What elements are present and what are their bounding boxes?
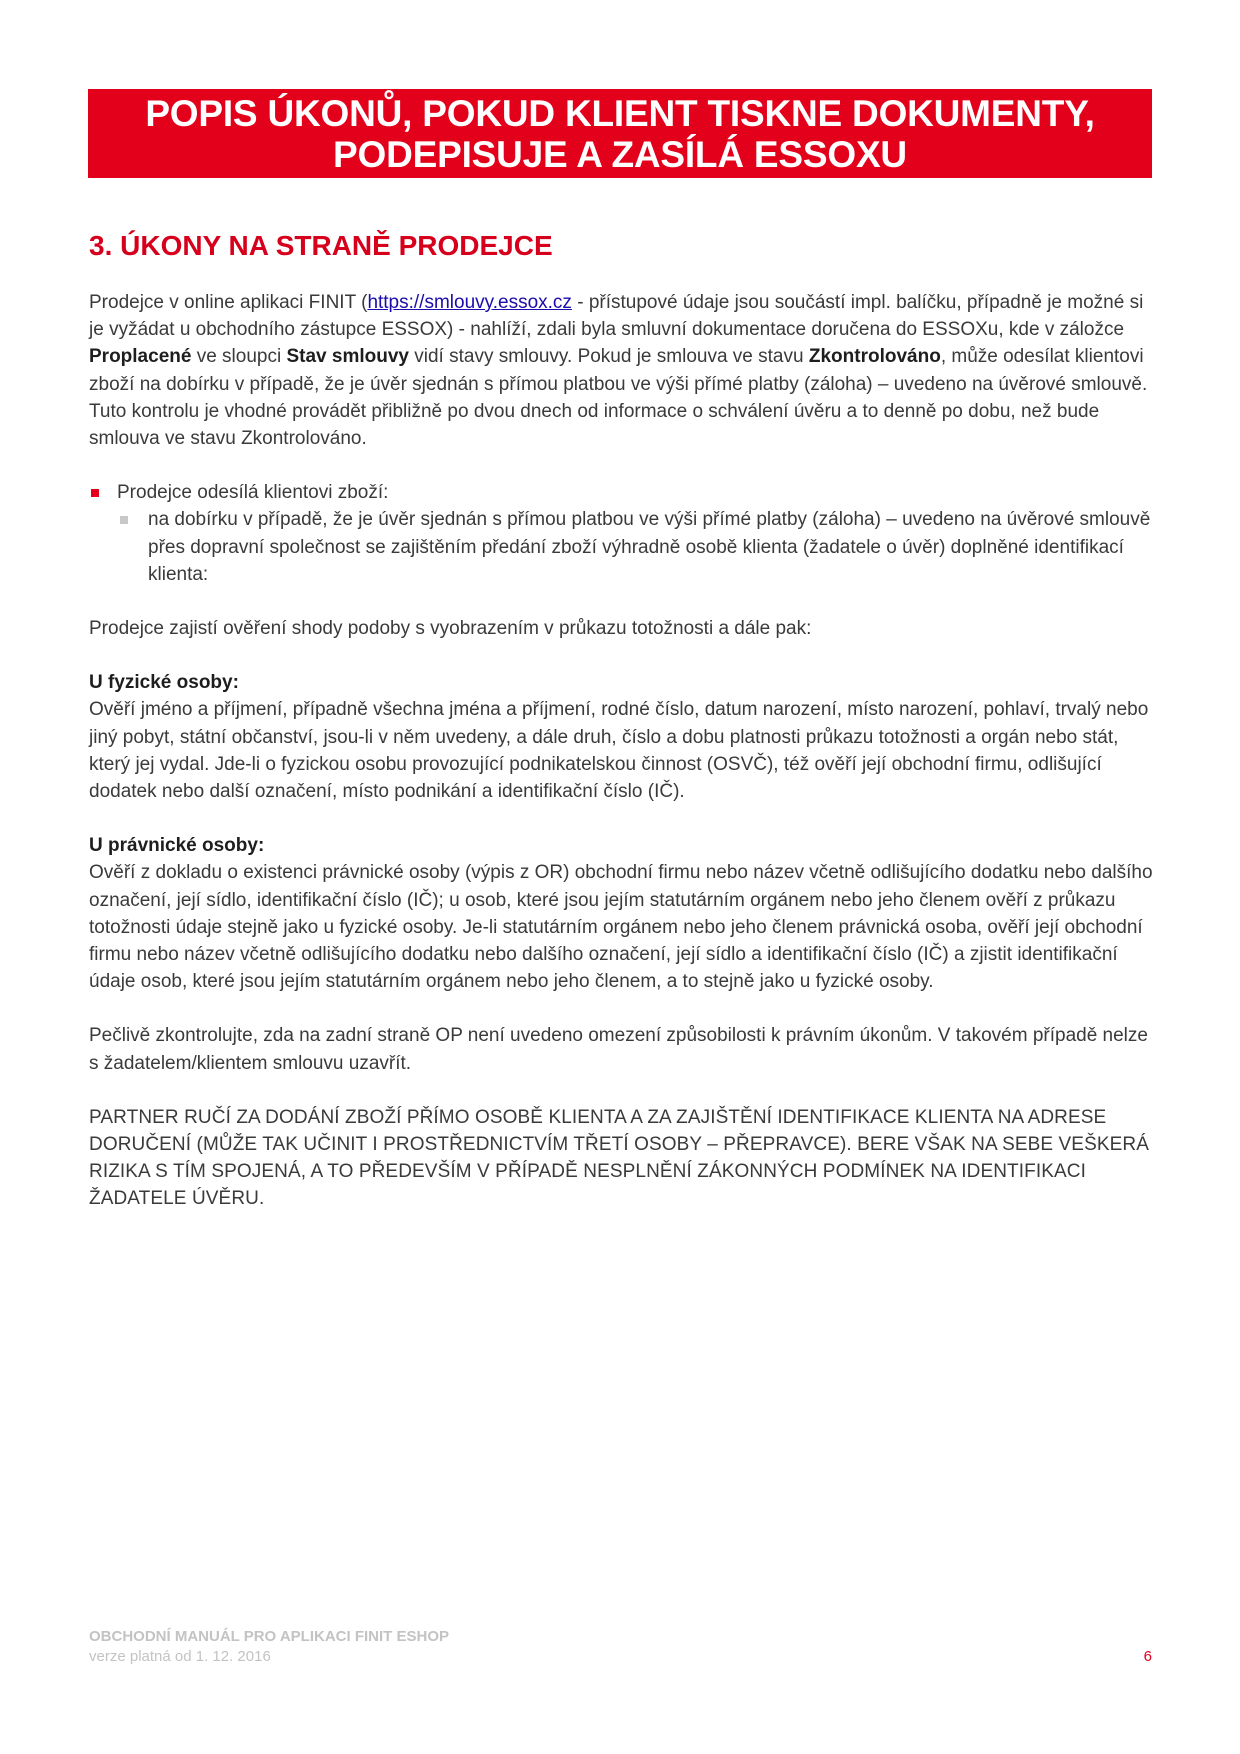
tab-name-proplacene: Proplacené [89, 346, 192, 368]
document-body [89, 289, 1153, 1213]
legal-person-heading-text: U právnické osoby: [89, 835, 265, 857]
subbullet-text: na dobírku v případě, že je úvěr sjednán s přímou platbou ve výši přímé platby (záloha) – uvedeno na úvěrové smlouvě přes dopravní společnost se zajištěním předání zboží výhradně osobě klienta (žadatele o úvěr) doplněné identifikací klienta: [148, 509, 1151, 585]
op-check-paragraph: Pečlivě zkontrolujte, zda na zadní straně OP není uvedeno omezení způsobilosti k právním úkonům. V takovém případě nelze s žadatelem/klientem smlouvu uzavřít. [89, 1025, 1148, 1074]
title-banner [88, 89, 1152, 178]
intro-text-2: - přístupové údaje jsou součástí impl. balíčku, případně je možné si je vyžádat u obchodního zástupce ESSOX) - nahlíží, zdali byla smluvní dokumentace doručena do ESSOXu, kde v záložce [89, 292, 1144, 341]
partner-notice: PARTNER RUČÍ ZA DODÁNÍ ZBOŽÍ PŘÍMO OSOBĚ KLIENTA A ZA ZAJIŠTĚNÍ IDENTIFIKACE KLIENTA NA ADRESE DORUČENÍ (MŮŽE TAK UČINIT I PROSTŘEDNICTVÍM TŘETÍ OSOBY – PŘEPRAVCE). BERE VŠAK NA SEBE VEŠKERÁ RIZIKA S TÍM SPOJENÁ, A TO PŘEDEVŠÍM V PŘÍPADĚ NESPLNĚNÍ ZÁKONNÝCH PODMÍNEK NA IDENTIFIKACI ŽADATELE ÚVĚRU. [89, 1106, 1149, 1210]
banner-title-line-1: POPIS ÚKONŮ, POKUD KLIENT TISKNE DOKUMENTY, [145, 92, 1095, 134]
bullet-text: Prodejce odesílá klientovi zboží: [117, 482, 389, 504]
natural-person-heading-text: U fyzické osoby: [89, 672, 239, 694]
verification-intro: Prodejce zajistí ověření shody podoby s vyobrazením v průkazu totožnosti a dále pak: [89, 618, 812, 640]
column-name-stav-smlouvy: Stav smlouvy [286, 346, 409, 368]
intro-paragraph [89, 289, 1153, 452]
sub-list-item [89, 506, 1153, 588]
banner-title-line-2: PODEPISUJE A ZASÍLÁ ESSOXU [333, 133, 907, 175]
list-item [89, 479, 1153, 506]
legal-person-text: Ověří z dokladu o existenci právnické osoby (výpis z OR) obchodní firmu nebo název včetně odlišujícího dodatku nebo dalšího označení, její sídlo, identifikační číslo (IČ); u osob, které jsou jejím statutárním orgánem nebo jeho členem ověří z průkazu totožnosti údaje stejně jako u fyzické osoby. Je-li statutárním orgánem nebo jeho členem právnická osoba, ověří její obchodní firmu nebo název včetně odlišujícího dodatku nebo dalšího označení, její sídlo a identifikační číslo (IČ) a zjistit identifikační údaje osob, které jsou jejím statutárním orgánem nebo jeho členem, a to stejně jako u fyzické osoby. [89, 862, 1153, 993]
intro-text-1: Prodejce v online aplikaci FINIT ( [89, 292, 368, 313]
footer-version: verze platná od 1. 12. 2016 [89, 1648, 271, 1665]
page-number: 6 [1143, 1648, 1152, 1665]
intro-text-3: ve sloupci [191, 346, 287, 368]
intro-text-4: vidí stavy smlouvy. Pokud je smlouva ve stavu [408, 346, 809, 368]
intro-text-5: , může odesílat klientovi zboží na dobírku v případě, že je úvěr sjednán s přímou platbou ve výši přímé platby (záloha) – uvedeno na úvěrové smlouvě. Tuto kontrolu je vhodné provádět přibližně po dvou dnech od informace o schválení úvěru a to denně po dobu, než bude smlouva ve stavu Zkontrolováno. [89, 346, 1148, 450]
section-title: 3. ÚKONY NA STRANĚ PRODEJCE [89, 230, 553, 261]
status-zkontrolovano: Zkontrolováno [808, 346, 941, 368]
gray-square-bullet-icon [120, 516, 128, 524]
finit-url-link[interactable]: https://smlouvy.essox.cz [367, 292, 572, 313]
legal-person-heading [89, 832, 1153, 859]
natural-person-heading [89, 669, 1153, 696]
footer-title: OBCHODNÍ MANUÁL PRO APLIKACI FINIT ESHOP [89, 1628, 450, 1645]
red-square-bullet-icon [91, 489, 99, 497]
natural-person-text: Ověří jméno a příjmení, případně všechna jména a příjmení, rodné číslo, datum narození, místo narození, pohlaví, trvalý nebo jiný pobyt, státní občanství, jsou-li v něm uvedeny, a dále druh, číslo a dobu platnosti průkazu totožnosti a orgán nebo stát, který jej vydal. Jde-li o fyzickou osobu provozující podnikatelskou činnost (OSVČ), též ověří její obchodní firmu, odlišující dodatek nebo další označení, místo podnikání a identifikační číslo (IČ). [89, 699, 1149, 803]
